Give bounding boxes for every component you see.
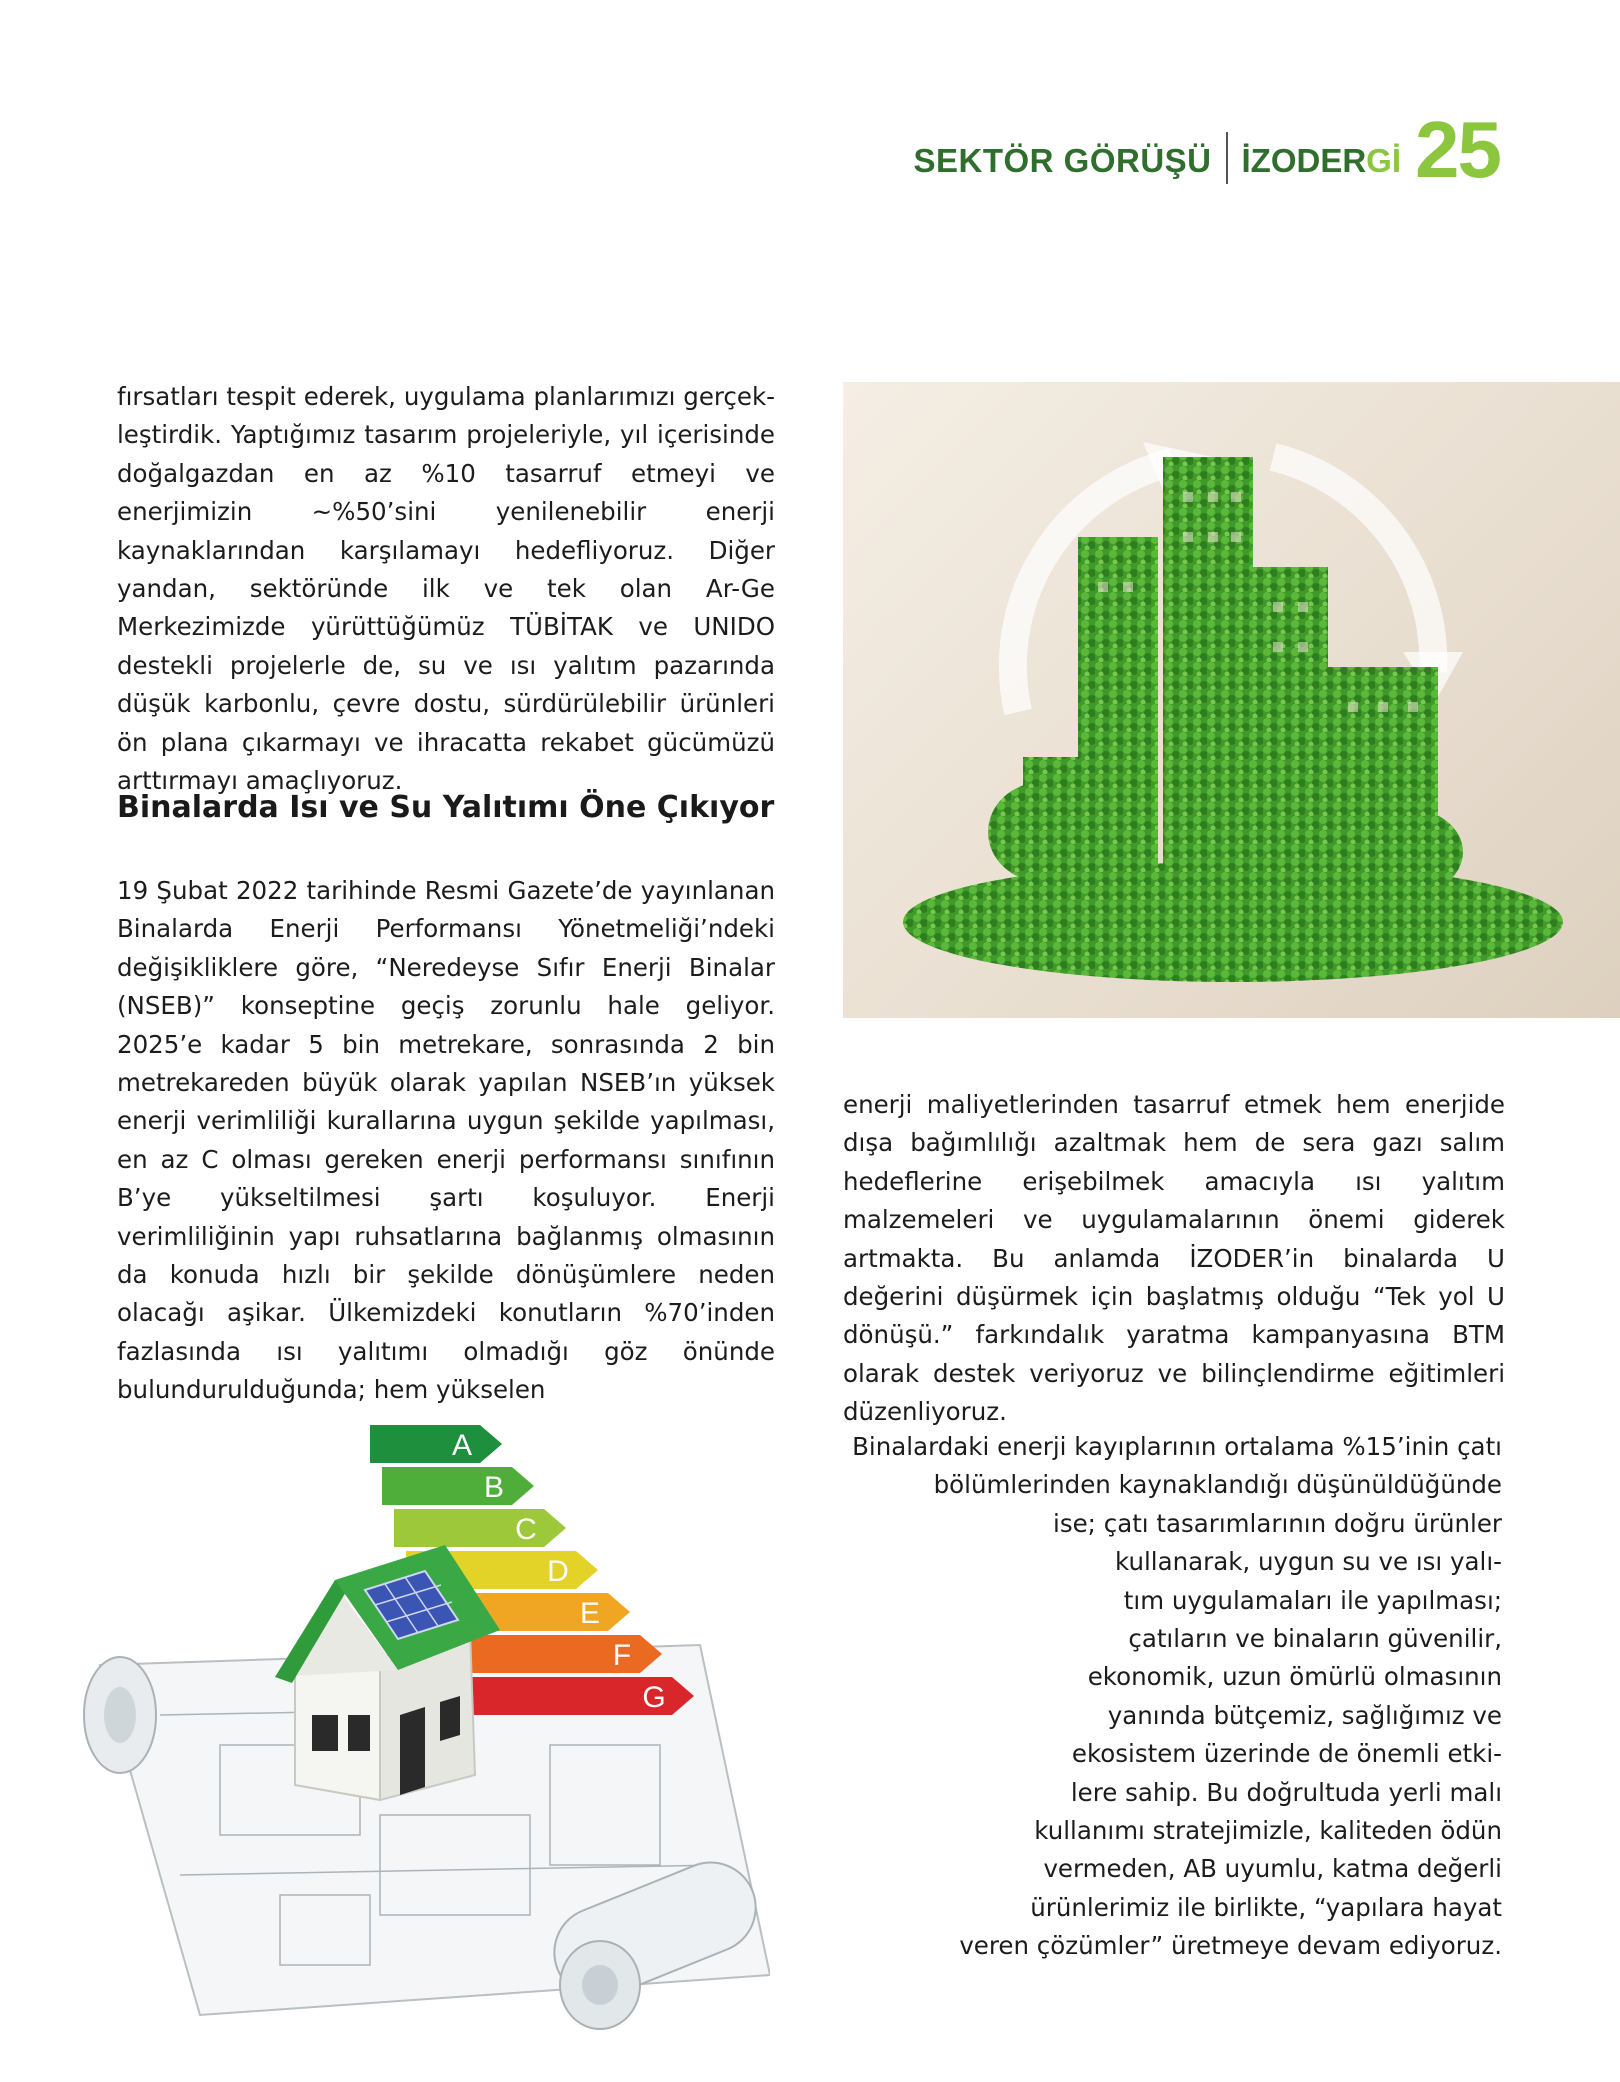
magazine-logo: İZODERGİ xyxy=(1241,142,1402,179)
section-heading: Binalarda Isı ve Su Yalıtımı Öne Çıkıyor xyxy=(117,790,775,825)
energy-label-d: D xyxy=(547,1555,569,1588)
header-divider xyxy=(1226,132,1228,184)
article-paragraph-2: 19 Şubat 2022 tarihinde Resmi Gazete’de yayınlanan Binalarda Enerji Performansı Yönetmeliği’ndeki değişikliklere göre, “Neredeyse Sıfır Enerji Binalar (NSEB)” konseptine geçiş zorunlu hale geliyor. 2025’e kadar 5 bin metrekare, sonrasında 2 bin metrekareden büyük olarak yapılan NSEB’ın yüksek enerji verimliliği kurallarına uygun şekilde yapılması, en az C olması gereken enerji performansı sınıfının B’ye yükseltilmesi şartı koşuluyor. Enerji verimliliğinin yapı ruhsatlarına bağlanmış olmasının da konuda hızlı bir şekilde dönüşümlere neden olacağı aşikar. Ülkemizdeki konutların %70’inden fazlasında ısı yalıtımı olmadığı göz önünde bulundurulduğunda; hem yükselen xyxy=(117,876,775,1405)
closing-line: kullanarak, uygun su ve ısı yalı- xyxy=(1115,1547,1502,1577)
energy-label-g: G xyxy=(642,1681,666,1714)
page-number: 25 xyxy=(1415,105,1500,194)
closing-line: ekosistem üzerinde de önemli etki- xyxy=(1071,1739,1502,1769)
closing-line: vermeden, AB uyumlu, katma değerli xyxy=(1043,1854,1502,1884)
green-city-image xyxy=(843,382,1620,1018)
closing-line: Binalardaki enerji kayıplarının ortalama %15’inin çatı xyxy=(852,1432,1502,1461)
closing-line: kullanımı stratejimizle, kaliteden ödün xyxy=(1034,1816,1502,1846)
energy-house-image xyxy=(80,1415,770,2035)
closing-line: ürünlerimiz ile birlikte, “yapılara hayat xyxy=(1030,1892,1502,1922)
section-title: SEKTÖR GÖRÜŞÜ xyxy=(913,142,1212,179)
energy-bar-c xyxy=(394,1509,566,1547)
energy-label-f: F xyxy=(612,1639,632,1672)
closing-line: tım uygulamaları ile yapılması; xyxy=(1123,1585,1502,1615)
closing-line: yanında bütçemiz, sağlığımız ve xyxy=(1107,1700,1502,1730)
closing-line: ise; çatı tasarımlarının doğru ürünler xyxy=(1053,1508,1502,1538)
closing-paragraph xyxy=(842,1428,1502,1966)
energy-bar-b xyxy=(382,1467,534,1505)
closing-line: lere sahip. Bu doğrultuda yerli malı xyxy=(1070,1777,1502,1807)
closing-line: veren çözümler” üretmeye devam ediyoruz. xyxy=(959,1931,1502,1961)
closing-line: bölümlerinden kaynaklandığı düşünüldüğünde xyxy=(933,1470,1502,1500)
article-paragraph-1: fırsatları tespit ederek, uygulama planlarımızı gerçekleştirdik. Yaptığımız tasarım projeleriyle, yıl içerisinde doğalgazdan en az %10 tasarruf etmeyi ve enerjimizin ~%50’sini yenilenebilir enerji kaynaklarından karşılamayı hedefliyoruz. Diğer yandan, sektöründe ilk ve tek olan Ar-Ge Merkezimizde yürüttüğümüz TÜBİTAK ve UNIDO destekli projelerle de, su ve ısı yalıtım pazarında düşük karbonlu, çevre dostu, sürdürülebilir ürünleri ön plana çıkarmayı ve ihracatta rekabet gücümüzü arttırmayı amaçlıyoruz. xyxy=(117,382,775,796)
energy-label-a: A xyxy=(451,1429,473,1462)
energy-label-c: C xyxy=(515,1513,537,1546)
energy-label-e: E xyxy=(579,1597,601,1630)
energy-bar-a xyxy=(370,1425,502,1463)
article-paragraph-3: enerji maliyetlerinden tasarruf etmek hem enerjide dışa bağımlılığı azaltmak hem de sera gazı salım hedeflerine erişebilmek amacıyla ısı yalıtım malzemeleri ve uygulamalarının önemi giderek artmakta. Bu anlamda İZODER’in binalarda U değerini düşürmek için başlatmış olduğu “Tek yol U dönüşü.” farkındalık yaratma kampanyasına BTM olarak destek veriyoruz ve bilinçlendirme eğitimleri düzenliyoruz. xyxy=(843,1090,1505,1427)
page-header xyxy=(913,105,1500,194)
energy-label-b: B xyxy=(483,1471,505,1504)
closing-line: ekonomik, uzun ömürlü olmasının xyxy=(1087,1662,1502,1692)
closing-line: çatıların ve binaların güvenilir, xyxy=(1128,1624,1502,1654)
